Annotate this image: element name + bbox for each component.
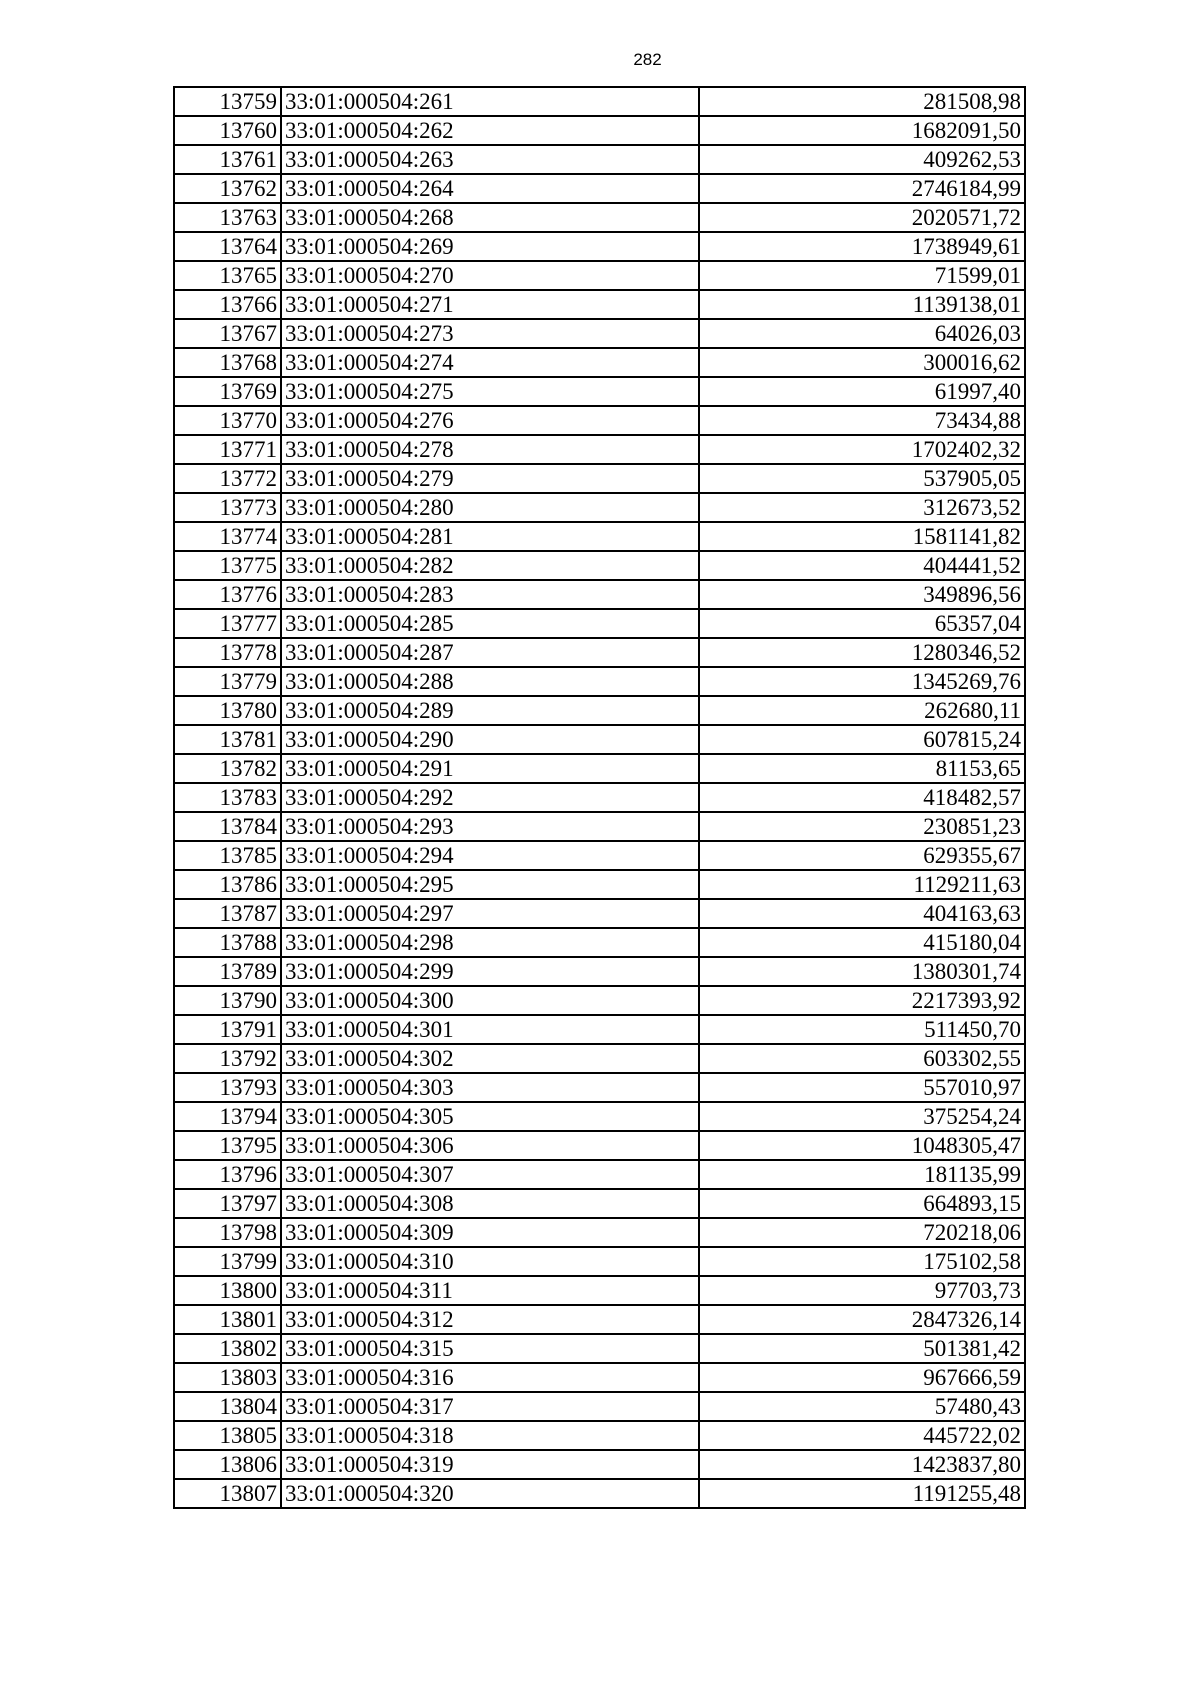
row-number-cell: 13782	[174, 754, 281, 783]
table-row	[174, 377, 1025, 406]
cadastral-value-cell: 607815,24	[699, 725, 1025, 754]
row-number-cell: 13772	[174, 464, 281, 493]
row-number-cell: 13785	[174, 841, 281, 870]
row-number-cell: 13789	[174, 957, 281, 986]
table-row	[174, 1276, 1025, 1305]
row-number-cell: 13793	[174, 1073, 281, 1102]
table-row	[174, 522, 1025, 551]
table-row	[174, 1015, 1025, 1044]
cadastral-number-cell: 33:01:000504:300	[281, 986, 699, 1015]
row-number-cell: 13790	[174, 986, 281, 1015]
row-number-cell: 13781	[174, 725, 281, 754]
row-number-cell: 13795	[174, 1131, 281, 1160]
cadastral-number-cell: 33:01:000504:299	[281, 957, 699, 986]
cadastral-value-cell: 404163,63	[699, 899, 1025, 928]
cadastral-number-cell: 33:01:000504:310	[281, 1247, 699, 1276]
table-row	[174, 667, 1025, 696]
table-row	[174, 1479, 1025, 1508]
cadastral-number-cell: 33:01:000504:311	[281, 1276, 699, 1305]
cadastral-value-table-container	[173, 86, 1026, 1509]
table-row	[174, 435, 1025, 464]
cadastral-value-cell: 404441,52	[699, 551, 1025, 580]
table-row	[174, 725, 1025, 754]
cadastral-number-cell: 33:01:000504:279	[281, 464, 699, 493]
row-number-cell: 13773	[174, 493, 281, 522]
table-row	[174, 928, 1025, 957]
table-row	[174, 1363, 1025, 1392]
cadastral-value-cell: 2746184,99	[699, 174, 1025, 203]
cadastral-number-cell: 33:01:000504:305	[281, 1102, 699, 1131]
cadastral-number-cell: 33:01:000504:292	[281, 783, 699, 812]
table-row	[174, 1131, 1025, 1160]
row-number-cell: 13798	[174, 1218, 281, 1247]
cadastral-number-cell: 33:01:000504:297	[281, 899, 699, 928]
cadastral-number-cell: 33:01:000504:285	[281, 609, 699, 638]
table-row	[174, 957, 1025, 986]
table-row	[174, 464, 1025, 493]
row-number-cell: 13777	[174, 609, 281, 638]
cadastral-value-cell: 537905,05	[699, 464, 1025, 493]
table-body	[174, 87, 1025, 1508]
table-row	[174, 1247, 1025, 1276]
cadastral-number-cell: 33:01:000504:289	[281, 696, 699, 725]
cadastral-value-cell: 230851,23	[699, 812, 1025, 841]
table-row	[174, 696, 1025, 725]
cadastral-value-cell: 312673,52	[699, 493, 1025, 522]
cadastral-value-cell: 97703,73	[699, 1276, 1025, 1305]
cadastral-value-cell: 349896,56	[699, 580, 1025, 609]
table-row	[174, 1160, 1025, 1189]
table-row	[174, 203, 1025, 232]
cadastral-value-cell: 300016,62	[699, 348, 1025, 377]
cadastral-number-cell: 33:01:000504:273	[281, 319, 699, 348]
cadastral-number-cell: 33:01:000504:271	[281, 290, 699, 319]
cadastral-value-cell: 409262,53	[699, 145, 1025, 174]
table-row	[174, 783, 1025, 812]
cadastral-value-cell: 557010,97	[699, 1073, 1025, 1102]
cadastral-number-cell: 33:01:000504:315	[281, 1334, 699, 1363]
row-number-cell: 13771	[174, 435, 281, 464]
cadastral-value-cell: 1280346,52	[699, 638, 1025, 667]
cadastral-value-cell: 61997,40	[699, 377, 1025, 406]
cadastral-number-cell: 33:01:000504:290	[281, 725, 699, 754]
cadastral-value-cell: 629355,67	[699, 841, 1025, 870]
cadastral-number-cell: 33:01:000504:318	[281, 1421, 699, 1450]
row-number-cell: 13767	[174, 319, 281, 348]
row-number-cell: 13768	[174, 348, 281, 377]
cadastral-number-cell: 33:01:000504:298	[281, 928, 699, 957]
table-row	[174, 1218, 1025, 1247]
cadastral-value-cell: 71599,01	[699, 261, 1025, 290]
cadastral-number-cell: 33:01:000504:316	[281, 1363, 699, 1392]
row-number-cell: 13762	[174, 174, 281, 203]
cadastral-value-cell: 445722,02	[699, 1421, 1025, 1450]
cadastral-number-cell: 33:01:000504:268	[281, 203, 699, 232]
cadastral-number-cell: 33:01:000504:275	[281, 377, 699, 406]
cadastral-number-cell: 33:01:000504:274	[281, 348, 699, 377]
row-number-cell: 13764	[174, 232, 281, 261]
row-number-cell: 13803	[174, 1363, 281, 1392]
cadastral-value-table	[173, 86, 1026, 1509]
cadastral-number-cell: 33:01:000504:270	[281, 261, 699, 290]
cadastral-value-cell: 64026,03	[699, 319, 1025, 348]
cadastral-value-cell: 175102,58	[699, 1247, 1025, 1276]
table-row	[174, 261, 1025, 290]
cadastral-value-cell: 73434,88	[699, 406, 1025, 435]
row-number-cell: 13794	[174, 1102, 281, 1131]
row-number-cell: 13760	[174, 116, 281, 145]
cadastral-number-cell: 33:01:000504:278	[281, 435, 699, 464]
row-number-cell: 13807	[174, 1479, 281, 1508]
cadastral-value-cell: 1738949,61	[699, 232, 1025, 261]
cadastral-value-cell: 1345269,76	[699, 667, 1025, 696]
cadastral-number-cell: 33:01:000504:320	[281, 1479, 699, 1508]
cadastral-number-cell: 33:01:000504:303	[281, 1073, 699, 1102]
row-number-cell: 13806	[174, 1450, 281, 1479]
page-number: 282	[633, 50, 662, 69]
cadastral-value-cell: 281508,98	[699, 87, 1025, 116]
table-row	[174, 754, 1025, 783]
table-row	[174, 406, 1025, 435]
cadastral-value-cell: 57480,43	[699, 1392, 1025, 1421]
row-number-cell: 13791	[174, 1015, 281, 1044]
table-row	[174, 1334, 1025, 1363]
cadastral-number-cell: 33:01:000504:306	[281, 1131, 699, 1160]
cadastral-value-cell: 967666,59	[699, 1363, 1025, 1392]
row-number-cell: 13775	[174, 551, 281, 580]
table-row	[174, 986, 1025, 1015]
row-number-cell: 13780	[174, 696, 281, 725]
cadastral-value-cell: 65357,04	[699, 609, 1025, 638]
cadastral-number-cell: 33:01:000504:263	[281, 145, 699, 174]
cadastral-value-cell: 81153,65	[699, 754, 1025, 783]
table-row	[174, 87, 1025, 116]
table-row	[174, 1305, 1025, 1334]
table-row	[174, 551, 1025, 580]
cadastral-value-cell: 1048305,47	[699, 1131, 1025, 1160]
cadastral-number-cell: 33:01:000504:319	[281, 1450, 699, 1479]
cadastral-number-cell: 33:01:000504:307	[281, 1160, 699, 1189]
row-number-cell: 13787	[174, 899, 281, 928]
cadastral-number-cell: 33:01:000504:281	[281, 522, 699, 551]
table-row	[174, 145, 1025, 174]
cadastral-number-cell: 33:01:000504:283	[281, 580, 699, 609]
cadastral-value-cell: 262680,11	[699, 696, 1025, 725]
table-row	[174, 1450, 1025, 1479]
cadastral-value-cell: 1581141,82	[699, 522, 1025, 551]
table-row	[174, 232, 1025, 261]
table-row	[174, 116, 1025, 145]
cadastral-number-cell: 33:01:000504:262	[281, 116, 699, 145]
row-number-cell: 13788	[174, 928, 281, 957]
cadastral-number-cell: 33:01:000504:280	[281, 493, 699, 522]
table-row	[174, 870, 1025, 899]
cadastral-number-cell: 33:01:000504:269	[281, 232, 699, 261]
row-number-cell: 13804	[174, 1392, 281, 1421]
row-number-cell: 13801	[174, 1305, 281, 1334]
row-number-cell: 13784	[174, 812, 281, 841]
table-row	[174, 841, 1025, 870]
table-row	[174, 1392, 1025, 1421]
cadastral-number-cell: 33:01:000504:261	[281, 87, 699, 116]
table-row	[174, 1102, 1025, 1131]
cadastral-number-cell: 33:01:000504:264	[281, 174, 699, 203]
cadastral-number-cell: 33:01:000504:295	[281, 870, 699, 899]
cadastral-value-cell: 501381,42	[699, 1334, 1025, 1363]
row-number-cell: 13770	[174, 406, 281, 435]
cadastral-number-cell: 33:01:000504:276	[281, 406, 699, 435]
cadastral-value-cell: 415180,04	[699, 928, 1025, 957]
table-row	[174, 812, 1025, 841]
table-row	[174, 638, 1025, 667]
row-number-cell: 13765	[174, 261, 281, 290]
cadastral-number-cell: 33:01:000504:312	[281, 1305, 699, 1334]
row-number-cell: 13766	[174, 290, 281, 319]
cadastral-value-cell: 603302,55	[699, 1044, 1025, 1073]
row-number-cell: 13799	[174, 1247, 281, 1276]
row-number-cell: 13802	[174, 1334, 281, 1363]
table-row	[174, 1073, 1025, 1102]
cadastral-value-cell: 1139138,01	[699, 290, 1025, 319]
row-number-cell: 13797	[174, 1189, 281, 1218]
row-number-cell: 13769	[174, 377, 281, 406]
cadastral-number-cell: 33:01:000504:301	[281, 1015, 699, 1044]
cadastral-value-cell: 1702402,32	[699, 435, 1025, 464]
table-row	[174, 609, 1025, 638]
cadastral-value-cell: 2217393,92	[699, 986, 1025, 1015]
cadastral-number-cell: 33:01:000504:293	[281, 812, 699, 841]
row-number-cell: 13779	[174, 667, 281, 696]
cadastral-number-cell: 33:01:000504:309	[281, 1218, 699, 1247]
row-number-cell: 13786	[174, 870, 281, 899]
table-row	[174, 1421, 1025, 1450]
table-row	[174, 899, 1025, 928]
row-number-cell: 13778	[174, 638, 281, 667]
table-row	[174, 348, 1025, 377]
cadastral-value-cell: 418482,57	[699, 783, 1025, 812]
cadastral-value-cell: 664893,15	[699, 1189, 1025, 1218]
row-number-cell: 13759	[174, 87, 281, 116]
cadastral-number-cell: 33:01:000504:287	[281, 638, 699, 667]
cadastral-value-cell: 2847326,14	[699, 1305, 1025, 1334]
cadastral-value-cell: 511450,70	[699, 1015, 1025, 1044]
row-number-cell: 13761	[174, 145, 281, 174]
cadastral-number-cell: 33:01:000504:294	[281, 841, 699, 870]
table-row	[174, 580, 1025, 609]
table-row	[174, 319, 1025, 348]
row-number-cell: 13800	[174, 1276, 281, 1305]
row-number-cell: 13763	[174, 203, 281, 232]
cadastral-number-cell: 33:01:000504:317	[281, 1392, 699, 1421]
cadastral-number-cell: 33:01:000504:302	[281, 1044, 699, 1073]
cadastral-value-cell: 1191255,48	[699, 1479, 1025, 1508]
cadastral-number-cell: 33:01:000504:291	[281, 754, 699, 783]
cadastral-number-cell: 33:01:000504:282	[281, 551, 699, 580]
cadastral-value-cell: 1380301,74	[699, 957, 1025, 986]
cadastral-value-cell: 375254,24	[699, 1102, 1025, 1131]
cadastral-value-cell: 1129211,63	[699, 870, 1025, 899]
row-number-cell: 13805	[174, 1421, 281, 1450]
cadastral-value-cell: 720218,06	[699, 1218, 1025, 1247]
table-row	[174, 290, 1025, 319]
table-row	[174, 174, 1025, 203]
table-row	[174, 493, 1025, 522]
cadastral-value-cell: 1423837,80	[699, 1450, 1025, 1479]
cadastral-number-cell: 33:01:000504:308	[281, 1189, 699, 1218]
row-number-cell: 13796	[174, 1160, 281, 1189]
table-row	[174, 1189, 1025, 1218]
cadastral-value-cell: 1682091,50	[699, 116, 1025, 145]
cadastral-number-cell: 33:01:000504:288	[281, 667, 699, 696]
row-number-cell: 13783	[174, 783, 281, 812]
cadastral-value-cell: 181135,99	[699, 1160, 1025, 1189]
cadastral-value-cell: 2020571,72	[699, 203, 1025, 232]
table-row	[174, 1044, 1025, 1073]
row-number-cell: 13776	[174, 580, 281, 609]
row-number-cell: 13792	[174, 1044, 281, 1073]
row-number-cell: 13774	[174, 522, 281, 551]
